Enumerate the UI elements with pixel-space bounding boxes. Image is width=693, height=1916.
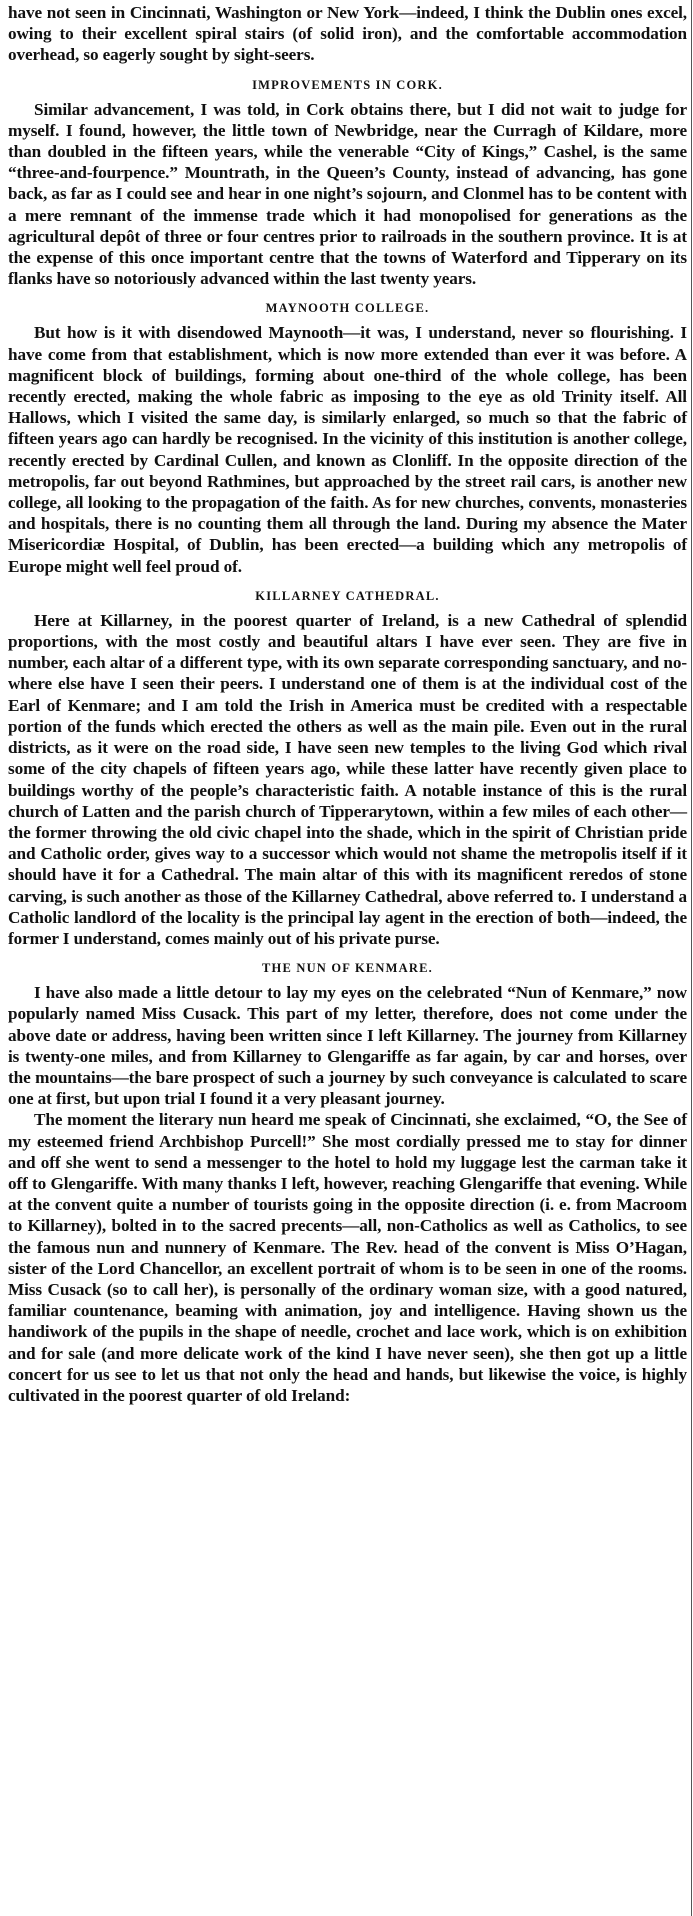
section-heading-kenmare: THE NUN OF KENMARE. [262,961,433,976]
intro-paragraph: have not seen in Cincinnati, Washington or New York—indeed, I think the Dublin ones excel, owing to their excellent spiral stairs (of solid iron), and the comfortable accommodation overhead, so eagerly sought by sight-seers. [8,3,687,65]
kenmare-paragraph-2: The moment the literary nun heard me speak of Cincinnati, she exclaimed, “O, the See of my esteemed friend Archbishop Purcell!” She most cordially pressed me to stay for dinner and off she went to send a messenger to the hotel to hold my luggage lest the carman take it off to Glengariffe. With many thanks I left, however, reaching Glengariffe that evening. While at the convent quite a number of tourists going in the opposite direction (i. e. from Macroom to Killarney), bolted in to the sacred precents—all, non-Catholics as well as Catholics, to see the famous nun and nunnery of Kenmare. The Rev. head of the convent is Miss O’Hagan, sister of the Lord Chancellor, an excellent portrait of whom is to be seen in one of the rooms. Miss Cusack (so to call her), is personally of the ordinary woman size, with a good natured, familiar countenance, beaming with animation, joy and intelligence. Having shown us the handiwork of the pupils in the shape of needle, crochet and lace work, which is on exhibition and for sale (and more delicate work of the kind I have never seen), she then got up a little concert for us see to let us that not only the head and hands, but likewise the voice, is highly cultivated in the poorest quarter of old Ireland: [8,1110,687,1405]
section-heading-killarney: KILLARNEY CATHEDRAL. [255,588,440,603]
cork-paragraph: Similar advancement, I was told, in Cork obtains there, but I did not wait to judge for myself. I found, however, the little town of Newbridge, near the Curragh of Kildare, more than doubled in the fifteen years, while the venerable “City of Kings,” Cashel, is the same “three-and-fourpence.” Mountrath, in the Queen’s County, instead of advancing, has gone back, as far as I could see and hear in one night’s sojourn, and Clonmel has to be content with a mere remnant of the immense trade which it had monopolised for generations as the agricultural depôt of three or four centres prior to railroads in the southern province. It is at the expense of this once important centre that the towns of Waterford and Tipperary on its flanks have so notoriously advanced within the last twenty years. [8,99,687,289]
maynooth-paragraph: But how is it with disendowed Maynooth—it was, I understand, never so flourishing. I have come from that establishment, which is now more extended than ever it was before. A magnificent block of buildings, forming about one-third of the whole college, has been recently erected, making the whole fabric as imposing to the eye as old Trinity itself. All Hallows, which I visited the same day, is similarly enlarged, so much so that the fabric of fifteen years ago can hardly be recognised. In the vicinity of this institution is another college, recently erected by Cardinal Cullen, and known as Clonliff. In the opposite direction of the metropolis, far out beyond Rathmines, but approached by the street rail cars, is another new college, all looking to the propagation of the faith. As for new churches, convents, monasteries and hospitals, there is no counting them all through the land. During my absence the Mater Misericordiæ Hospital, of Dublin, has been erected—a building which any metropolis of Europe might well feel proud of. [8,323,687,576]
killarney-paragraph: Here at Killarney, in the poorest quarter of Ireland, is a new Cathedral of splendid proportions, with the most costly and beautiful altars I have ever seen. They are five in number, each altar of a different type, with its own separate corresponding sanctuary, and no-where else have I seen their peers. I understand one of them is at the individual cost of the Earl of Kenmare; and I am told the Irish in America must be credited with a respectable portion of the funds which erected the others as well as the main pile. Even out in the rural districts, as it were on the road side, I have seen new temples to the living God which rival some of the city chapels of fifteen years ago, while these latter have recently given place to buildings worthy of the people’s characteristic faith. A notable instance of this is the rural church of Latten and the parish church of Tipperarytown, within a few miles of each other—the former throwing the old civic chapel into the shade, which in the spirit of Christian pride and Catholic order, gives way to a successor which would not shame the metropolis itself if it should have it for a Cathedral. The main altar of this with its magnificent reredos of stone carving, is such another as those of the Killarney Cathedral, above referred to. I understand a Catholic landlord of the locality is the principal lay agent in the erection of both—indeed, the former I understand, comes mainly out of his private purse. [8,610,687,948]
kenmare-paragraph-1: I have also made a little detour to lay my eyes on the celebrated “Nun of Kenmare,” now popularly named Miss Cusack. This part of my letter, therefore, does not come under the above date or address, having been written since I left Killarney. The journey from Killarney is twenty-one miles, and from Killarney to Glengariffe as far again, by car and horses, over the mountains—the bare prospect of such a journey by such conveyance is calculated to scare one at first, but upon trial I found it a very pleasant journey. [8,983,687,1109]
section-heading-maynooth: MAYNOOTH COLLEGE. [265,301,430,316]
column-rule [691,0,692,1916]
section-heading-cork: IMPROVEMENTS IN CORK. [252,77,443,92]
